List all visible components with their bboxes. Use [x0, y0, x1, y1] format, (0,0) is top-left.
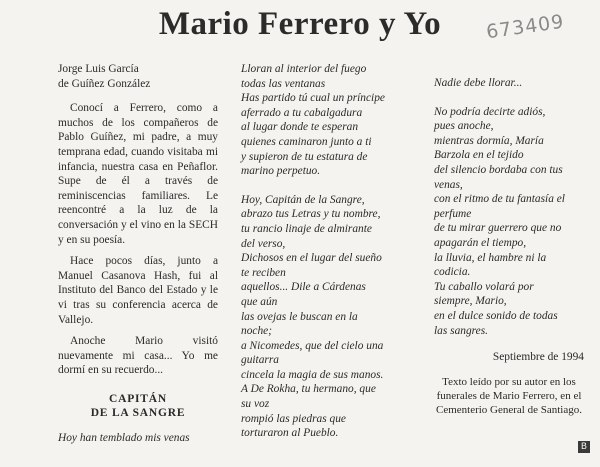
author-line: Jorge Luis García — [58, 63, 139, 75]
column-3 — [434, 76, 584, 417]
poem-line: apagarán el tiempo, — [434, 236, 527, 249]
column-2 — [241, 62, 406, 455]
poem-line: guitarra — [241, 354, 279, 367]
poem-title-line: CAPITÁN — [109, 392, 167, 405]
poem-line: mientras dormía, María — [434, 134, 544, 147]
poem-line: marino perpetuo. — [241, 165, 321, 178]
poem-line: Barzola en el tejido — [434, 149, 524, 162]
poem-line: en el dulce sonido de todas — [434, 309, 558, 322]
author-byline — [58, 62, 218, 91]
poem-line: te reciben — [241, 266, 286, 279]
poem-line: abrazo tus Letras y tu nombre, — [241, 208, 381, 221]
poem-line: del verso, — [241, 237, 286, 250]
poem-line: del silencio bordaba con tus — [434, 163, 563, 176]
poem-line: rompió las piedras que — [241, 412, 346, 425]
poem-title — [58, 392, 218, 420]
poem-line: con el ritmo de tu fantasía el — [434, 193, 565, 206]
poem-line: Hoy, Capitán de la Sangre, — [241, 193, 365, 206]
column-1 — [58, 62, 218, 445]
poem-line: venas, — [434, 178, 463, 191]
poem-line: y supieron de tu estatura de — [241, 150, 368, 163]
poem-line: aquellos... Dile a Cárdenas — [241, 281, 366, 294]
poem-title-line: DE LA SANGRE — [90, 406, 186, 419]
poem-line: las sangres. — [434, 324, 489, 337]
poem-line: noche; — [241, 325, 272, 338]
poem-line: la lluvia, el hambre ni la — [434, 251, 547, 264]
poem-line: Hoy han temblado mis venas — [58, 431, 190, 444]
poem-line: cincela la magia de sus manos. — [241, 368, 384, 381]
paragraph: Hace pocos días, junto a Manuel Casanova Hash, fui al Instituto del Banco del Estado y le vi tras su conferencia acerca de Vallejo. — [58, 255, 218, 326]
poem-line: a Nicomedes, que del cielo una — [241, 339, 384, 352]
poem-line: todas las ventanas — [241, 77, 326, 90]
poem-line: codicia. — [434, 266, 471, 279]
poem-line: que aún — [241, 295, 278, 308]
poem-line: Tu caballo volará por — [434, 280, 534, 293]
article-title: Mario Ferrero y Yo — [158, 6, 442, 42]
poem-line: al lugar donde te esperan — [241, 121, 359, 134]
poem-line: No podría decirte adiós, — [434, 105, 546, 118]
poem-line: tu rancio linaje de almirante — [241, 222, 372, 235]
article-date: Septiembre de 1994 — [492, 351, 584, 364]
author-line: de Guíñez González — [58, 77, 151, 90]
poem-line: A De Rokha, tu hermano, que — [241, 383, 376, 396]
poem-line: torturaron al Pueblo. — [241, 427, 339, 440]
poem-stanza — [434, 105, 584, 339]
poem-line: Nadie debe llorar... — [434, 77, 523, 89]
editor-note: Texto leído por su autor en los funerales de Mario Ferrero, en el Cementerio General de Santiago. — [435, 375, 582, 416]
paragraph: Conocí a Ferrero, como a muchos de los compañeros de Pablo Guíñez, mi padre, a muy temprana edad, cuando visitaba mi infancia, nuestra casa en Peñaflor. Supe de él a través de reminiscencias familiares. Le reencontré a la luz de la conversación y el vino en la SECH y en su poesía. — [58, 102, 218, 246]
poem-line: quienes caminaron junto a ti — [241, 135, 372, 148]
paragraph: Anoche Mario visitó nuevamente mi casa... Yo me dormí en su recuerdo... — [58, 335, 218, 377]
poem-line: su voz — [241, 398, 270, 411]
poem-line: Lloran al interior del fuego — [241, 63, 367, 75]
poem-line: aferrado a tu cabalgadura — [241, 106, 363, 119]
poem-line: Has partido tú cual un príncipe — [241, 92, 385, 105]
poem-line: perfume — [434, 207, 472, 220]
poem-stanza — [241, 62, 406, 179]
poem-line: pues anoche, — [434, 120, 494, 133]
poem-line: de tu mirar guerrero que no — [434, 222, 562, 235]
poem-line: siempre, Mario, — [434, 295, 507, 308]
poem-line: Dichosos en el lugar del sueño — [241, 252, 382, 265]
corner-mark: B — [578, 441, 590, 453]
poem-line: las ovejas le buscan en la — [241, 310, 358, 323]
handwritten-archive-number: 673409 — [484, 10, 566, 44]
poem-stanza — [241, 193, 406, 441]
